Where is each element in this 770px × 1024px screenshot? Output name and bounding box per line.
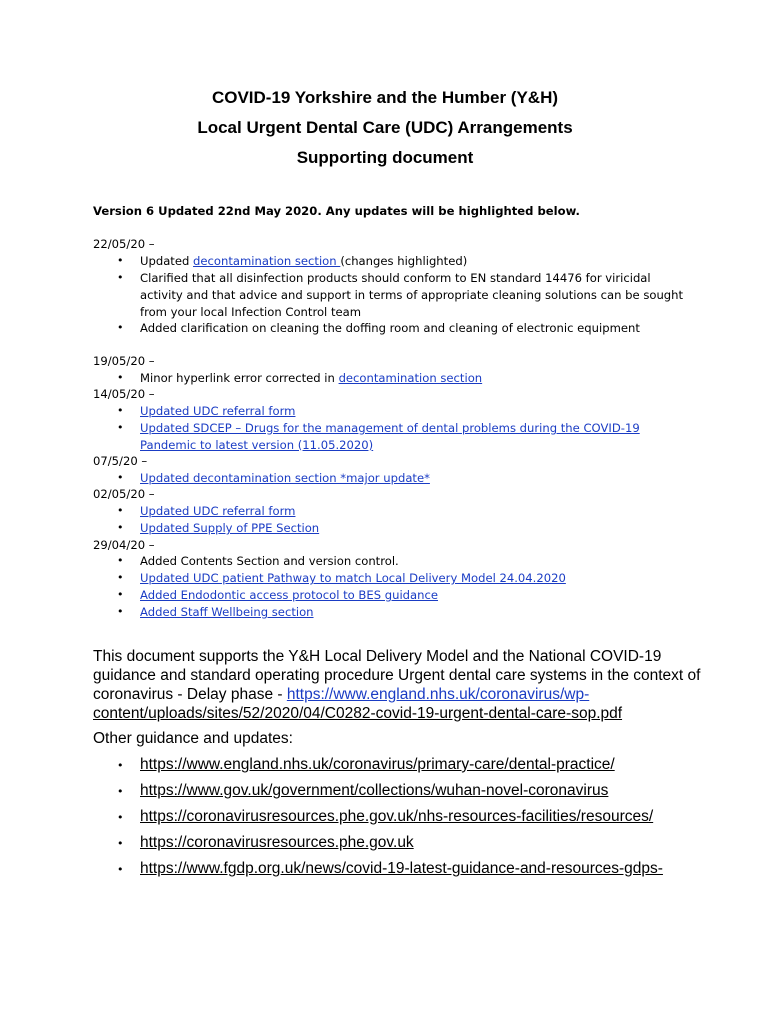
decontamination-section-link[interactable]: decontamination section (193, 254, 341, 268)
bullet: • (117, 504, 124, 517)
bullet: • (117, 571, 124, 584)
bullet: • (117, 421, 124, 434)
ppe-supply-link[interactable]: Updated Supply of PPE Section (140, 521, 320, 535)
bullet: • (117, 785, 124, 798)
bullet: • (117, 863, 124, 876)
update-item-text: Updated (140, 254, 194, 268)
update-item-line: Clarified that all disinfection products should conform to EN standard 14476 for viricidal (140, 271, 651, 285)
intro-line (93, 686, 589, 704)
update-date: 22/05/20 – (93, 237, 155, 251)
version-line: Version 6 Updated 22nd May 2020. Any updates will be highlighted below. (93, 204, 580, 218)
other-guidance-heading: Other guidance and updates: (93, 730, 293, 747)
guidance-link[interactable]: https://www.gov.uk/government/collections/wuhan-novel-coronavirus (140, 782, 609, 799)
staff-wellbeing-link[interactable]: Added Staff Wellbeing section (140, 605, 314, 619)
udc-referral-form-link[interactable]: Updated UDC referral form (140, 404, 296, 418)
bullet: • (117, 471, 124, 484)
bullet: • (117, 588, 124, 601)
intro-line: guidance and standard operating procedure Urgent dental care systems in the context of (93, 667, 701, 684)
update-item (140, 254, 467, 268)
bullet: • (117, 837, 124, 850)
update-item: Added Contents Section and version control. (140, 554, 399, 568)
bullet: • (117, 554, 124, 567)
update-date: 19/05/20 – (93, 354, 155, 368)
update-date: 02/05/20 – (93, 487, 155, 501)
bullet: • (117, 371, 124, 384)
bullet: • (117, 254, 124, 267)
guidance-link[interactable]: https://coronavirusresources.phe.gov.uk/nhs-resources-facilities/resources/ (140, 808, 654, 825)
decontamination-section-link[interactable]: decontamination section (338, 371, 483, 385)
title-line-1: COVID-19 Yorkshire and the Humber (Y&H) (211, 88, 559, 107)
sdcep-drugs-link-line-2[interactable]: Pandemic to latest version (11.05.2020) (140, 438, 374, 452)
udc-referral-form-link[interactable]: Updated UDC referral form (140, 504, 296, 518)
bullet: • (117, 521, 124, 534)
update-item-line: activity and that advice and support in terms of appropriate cleaning solutions can be sought (140, 288, 684, 302)
bullet: • (117, 811, 124, 824)
urgent-dental-care-sop-link[interactable]: https://www.england.nhs.uk/coronavirus/wp- (286, 686, 590, 703)
guidance-link[interactable]: https://coronavirusresources.phe.gov.uk (140, 834, 414, 851)
udc-patient-pathway-link[interactable]: Updated UDC patient Pathway to match Local Delivery Model 24.04.2020 (140, 571, 566, 585)
decontamination-major-update-link[interactable]: Updated decontamination section *major update* (140, 471, 430, 485)
bullet: • (117, 759, 124, 772)
intro-line: This document supports the Y&H Local Delivery Model and the National COVID-19 (93, 648, 662, 665)
urgent-dental-care-sop-link-cont[interactable]: content/uploads/sites/52/2020/04/C0282-covid-19-urgent-dental-care-sop.pdf (93, 705, 623, 722)
update-item-line: from your local Infection Control team (140, 305, 362, 319)
update-date: 07/5/20 – (93, 454, 148, 468)
bullet: • (117, 321, 124, 334)
bullet: • (117, 605, 124, 618)
sdcep-drugs-link-line-1[interactable]: Updated SDCEP – Drugs for the management of dental problems during the COVID-19 (140, 421, 640, 435)
title-line-3: Supporting document (296, 148, 474, 167)
title-line-2: Local Urgent Dental Care (UDC) Arrangements (197, 118, 573, 137)
endodontic-protocol-link[interactable]: Added Endodontic access protocol to BES guidance (140, 588, 439, 602)
bullet: • (117, 404, 124, 417)
update-item (140, 371, 482, 385)
update-date: 29/04/20 – (93, 538, 155, 552)
update-item: Added clarification on cleaning the doffing room and cleaning of electronic equipment (140, 321, 640, 335)
guidance-link[interactable]: https://www.fgdp.org.uk/news/covid-19-latest-guidance-and-resources-gdps- (140, 860, 663, 877)
update-item-text: (changes highlighted) (340, 254, 468, 268)
guidance-link[interactable]: https://www.england.nhs.uk/coronavirus/primary-care/dental-practice/ (140, 756, 615, 773)
bullet: • (117, 271, 124, 284)
intro-text: coronavirus - Delay phase - (93, 686, 287, 703)
update-item-text: Minor hyperlink error corrected in (140, 371, 339, 385)
update-date: 14/05/20 – (93, 387, 155, 401)
